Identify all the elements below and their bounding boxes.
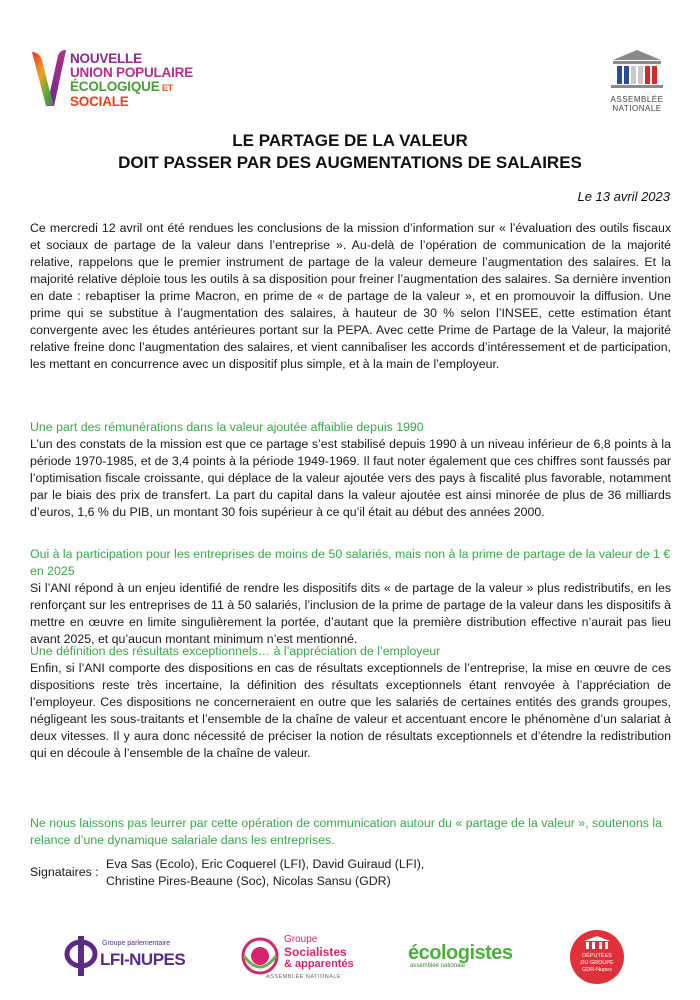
signatories-names	[106, 856, 424, 890]
closing-statement: Ne nous laissons pas leurrer par cette opération de communication autour du « partage de la valeur », soutenons la relance d’une dynamique salariale dans les entreprises.	[30, 816, 662, 848]
title-line-2: DOIT PASSER PAR DES AUGMENTATIONS DE SALAIRES	[118, 153, 582, 172]
nupes-v-icon	[30, 48, 68, 108]
paragraph-section-2: Si l’ANI répond à un enjeu identifié de rendre les dispositifs dits « de partage de la valeur » plus redistributifs, en les renforçant sur les entreprises de 11 à 50 salariés, l’inclusion de la prime de partage de la valeur dans les dispositifs à mettre en œuvre en limite singulièrement la portée, d’autant que la première distribution effective n’aurait pas lieu avant 2025, et qu’aucun montant minimum n’est mentionné.	[30, 581, 671, 647]
lfi-big-label: LFI-NUPES	[100, 950, 186, 969]
eco-big-label: écologistes	[408, 942, 513, 964]
nupes-ecologique: ÉCOLOGIQUE	[70, 79, 160, 94]
nupes-logo	[30, 48, 220, 108]
signatories-line-2: Christine Pires-Beaune (Soc), Nicolas Sansu (GDR)	[106, 874, 391, 889]
gdr-logo	[570, 930, 624, 984]
date: Le 13 avril 2023	[577, 189, 670, 204]
assemblee-building-icon	[607, 48, 667, 90]
nupes-et: ET	[159, 83, 173, 93]
paragraph-section-3: Enfin, si l’ANI comporte des dispositions en cas de résultats exceptionnels de l’entreprise, la mise en œuvre de ces dispositions reste très incertaine, la définition des résultats exceptionnels étant renvoyée à l’appréciation de l’employeur. Ces dispositions ne concerneraient en outre que les salariés de certaines entités des grands groupes, négligeant les sous-traitants et l’ensemble de la chaîne de valeur et accentuant encore le phénomène d’un salariat à deux vitesses. Il y aura donc nécessité de préciser la notion de résultats exceptionnels et d’étendre la redistribution qui en découle à l’ensemble de la chaîne de valeur.	[30, 661, 671, 761]
nupes-line-3	[70, 80, 220, 109]
socialistes-logo	[240, 930, 354, 986]
soc-line-1: Groupe	[284, 934, 318, 945]
signatories-label: Signataires :	[30, 865, 99, 879]
page-title	[0, 130, 700, 174]
ecologistes-logo	[408, 942, 528, 972]
soc-line-2: Socialistes	[284, 945, 347, 959]
lfi-small-label: Groupe parlementaire	[102, 940, 171, 947]
gdr-line-1: DÉPUTÉES	[582, 953, 612, 959]
rose-icon	[240, 934, 280, 978]
assemblee-nationale-logo	[602, 48, 672, 116]
gdr-line-2: DU GROUPE	[580, 960, 614, 966]
section-heading-1: Une part des rémunérations dans la valeur ajoutée affaiblie depuis 1990	[30, 420, 424, 434]
assemblee-line-1: ASSEMBLÉE	[610, 95, 664, 104]
gdr-line-3: GDR-Nupes	[582, 967, 612, 973]
section-heading-2: Oui à la participation pour les entreprises de moins de 50 salariés, mais non à la prime de partage de la valeur de 1 € en 2025	[30, 547, 671, 579]
soc-line-3: & apparentés	[284, 958, 354, 970]
phi-icon	[64, 934, 98, 978]
title-line-1: LE PARTAGE DE LA VALEUR	[232, 131, 468, 150]
lfi-nupes-logo	[64, 934, 184, 978]
paragraph-intro: Ce mercredi 12 avril ont été rendues les conclusions de la mission d’information sur « l’évaluation des outils fiscaux et sociaux de partage de la valeur dans l’entreprise ». Au-delà de l’opération de communication de la majorité relative, rappelons que le premier instrument de partage de la valeur demeure l’augmentation des salaires. Et la majorité relative déploie tous les outils à sa disposition pour freiner l’augmentation des salaires. Sa dernière invention en date : rebaptiser la prime Macron, en prime de « de partage de la valeur », et en promouvoir la diffusion. Une prime qui se substitue à l’augmentation des salaires, à hauteur de 30 % selon l’INSEE, cette estimation étant convergente avec les études antérieures portant sur la PEPA. Avec cette Prime de Partage de la Valeur, la majorité relative freine donc l’augmentation des salaires, et vient cannibaliser les accords d’intéressement et de participation, les mettant en concurrence avec un dispositif plus simple, et à la main de l’employeur.	[30, 221, 671, 372]
signatories-line-1: Eva Sas (Ecolo), Eric Coquerel (LFI), David Guiraud (LFI),	[106, 857, 425, 871]
soc-line-4: ASSEMBLÉE NATIONALE	[266, 974, 342, 980]
nupes-line-2: UNION POPULAIRE	[70, 65, 194, 80]
gdr-building-icon	[582, 935, 612, 951]
nupes-line-1: NOUVELLE	[70, 51, 142, 66]
assemblee-line-2: NATIONALE	[612, 104, 662, 113]
paragraph-section-1: L’un des constats de la mission est que ce partage s’est stabilisé depuis 1990 à un niveau inférieur de 6,8 points à la période 1970-1985, et de 3,4 points à la période 1949-1969. Il faut noter également que ces chiffres sont faussés par l’optimisation fiscale croissante, qui déplace de la valeur ajoutée vers des pays à fiscalité plus favorable, notamment par le biais des prix de transfert. La part du capital dans la valeur ajoutée est ainsi minorée de plus de 36 milliards d’euros, 1,6 % du PIB, un montant 30 fois supérieur à ce qu’il était au début des années 2000.	[30, 437, 671, 520]
eco-small-label: assemblée nationale	[410, 963, 466, 969]
nupes-sociale: SOCIALE	[70, 94, 129, 109]
section-heading-3: Une définition des résultats exceptionnels… à l’appréciation de l’employeur	[30, 644, 441, 658]
